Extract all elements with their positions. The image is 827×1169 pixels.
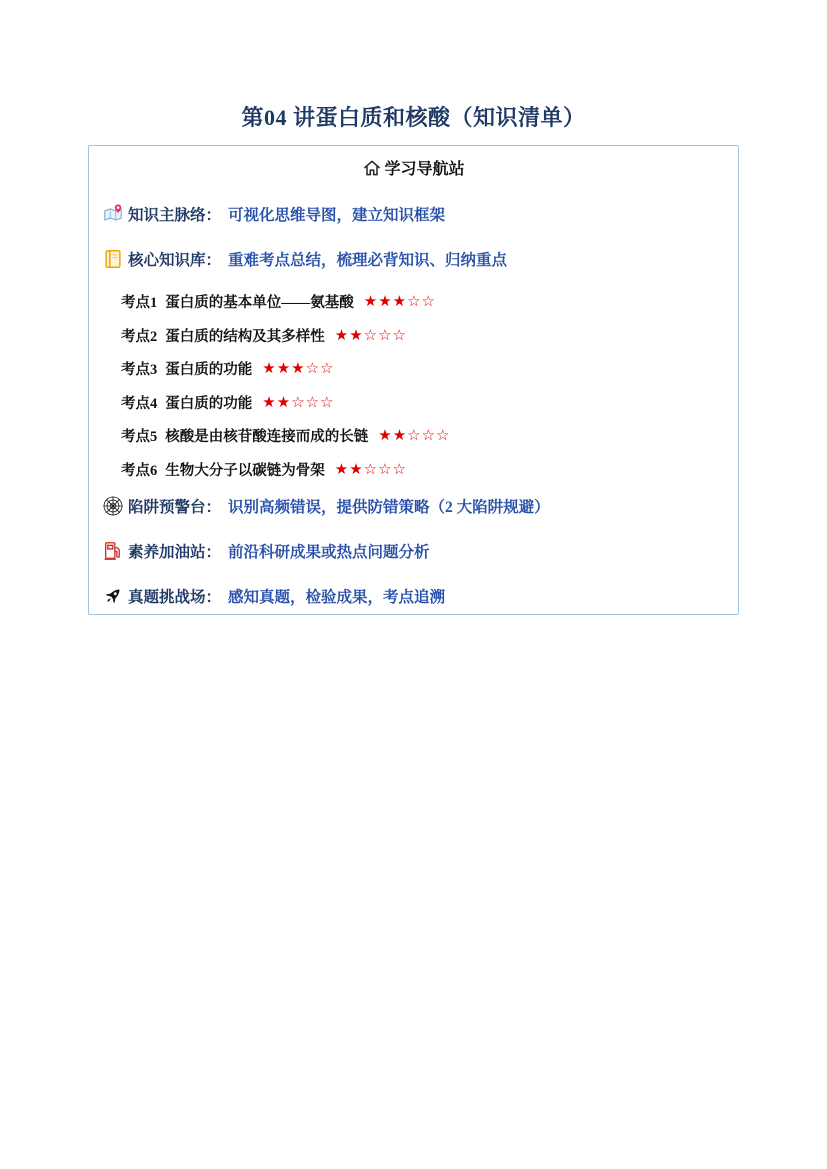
exam-point-row-5 (121, 423, 451, 447)
page-title: 第04 讲蛋白质和核酸（知识清单） (241, 105, 586, 130)
star-rating: ★★☆☆☆ (334, 326, 407, 344)
star-rating: ★★★☆☆ (363, 292, 436, 310)
book-icon (102, 248, 124, 270)
exam-point-label: 考点2 (121, 328, 158, 345)
nav-item-desc: 感知真题，检验成果，考点追溯 (228, 589, 446, 606)
exam-point-label: 考点4 (121, 395, 158, 412)
exam-point-label: 考点3 (121, 361, 158, 378)
exam-point-title: 蛋白质的基本单位——氨基酸 (165, 294, 354, 311)
map-pin-icon (102, 203, 124, 225)
star-rating: ★★☆☆☆ (334, 460, 407, 478)
rocket-icon (102, 585, 124, 607)
star-rating: ★★★☆☆ (262, 359, 335, 377)
spider-web-icon (102, 495, 124, 517)
nav-item-core-knowledge (102, 246, 507, 272)
nav-item-literacy-station (102, 538, 430, 564)
exam-point-row-4 (121, 390, 335, 414)
star-rating: ★★☆☆☆ (262, 393, 335, 411)
exam-point-title: 蛋白质的结构及其多样性 (165, 328, 325, 345)
exam-point-row-6 (121, 457, 407, 481)
home-icon (362, 158, 382, 178)
nav-item-label: 素养加油站： (128, 544, 222, 561)
nav-item-desc: 可视化思维导图，建立知识框架 (228, 207, 446, 224)
nav-item-desc: 识别高频错误，提供防错策略（2 大陷阱规避） (228, 499, 550, 516)
nav-item-desc: 前沿科研成果或热点问题分析 (228, 544, 430, 561)
nav-item-label: 核心知识库： (128, 252, 222, 269)
learning-navigation-panel (88, 145, 739, 615)
panel-header-label: 学习导航站 (384, 161, 465, 178)
exam-point-title: 蛋白质的功能 (165, 395, 253, 412)
exam-point-title: 生物大分子以碳链为骨架 (165, 462, 325, 479)
nav-item-label: 陷阱预警台： (128, 499, 222, 516)
exam-point-title: 核酸是由核苷酸连接而成的长链 (165, 428, 369, 445)
panel-header (89, 156, 738, 179)
nav-item-label: 真题挑战场： (128, 589, 222, 606)
exam-point-row-3 (121, 356, 335, 380)
exam-point-row-2 (121, 323, 407, 347)
exam-point-row-1 (121, 289, 436, 313)
exam-point-label: 考点1 (121, 294, 158, 311)
nav-item-desc: 重难考点总结，梳理必背知识、归纳重点 (228, 252, 508, 269)
nav-item-real-question-arena (102, 583, 445, 609)
exam-point-label: 考点5 (121, 428, 158, 445)
exam-point-label: 考点6 (121, 462, 158, 479)
exam-point-title: 蛋白质的功能 (165, 361, 253, 378)
star-rating: ★★☆☆☆ (378, 426, 451, 444)
nav-item-knowledge-map (102, 201, 445, 227)
nav-item-trap-alert (102, 493, 550, 519)
fuel-pump-icon (102, 540, 124, 562)
nav-item-label: 知识主脉络： (128, 207, 222, 224)
